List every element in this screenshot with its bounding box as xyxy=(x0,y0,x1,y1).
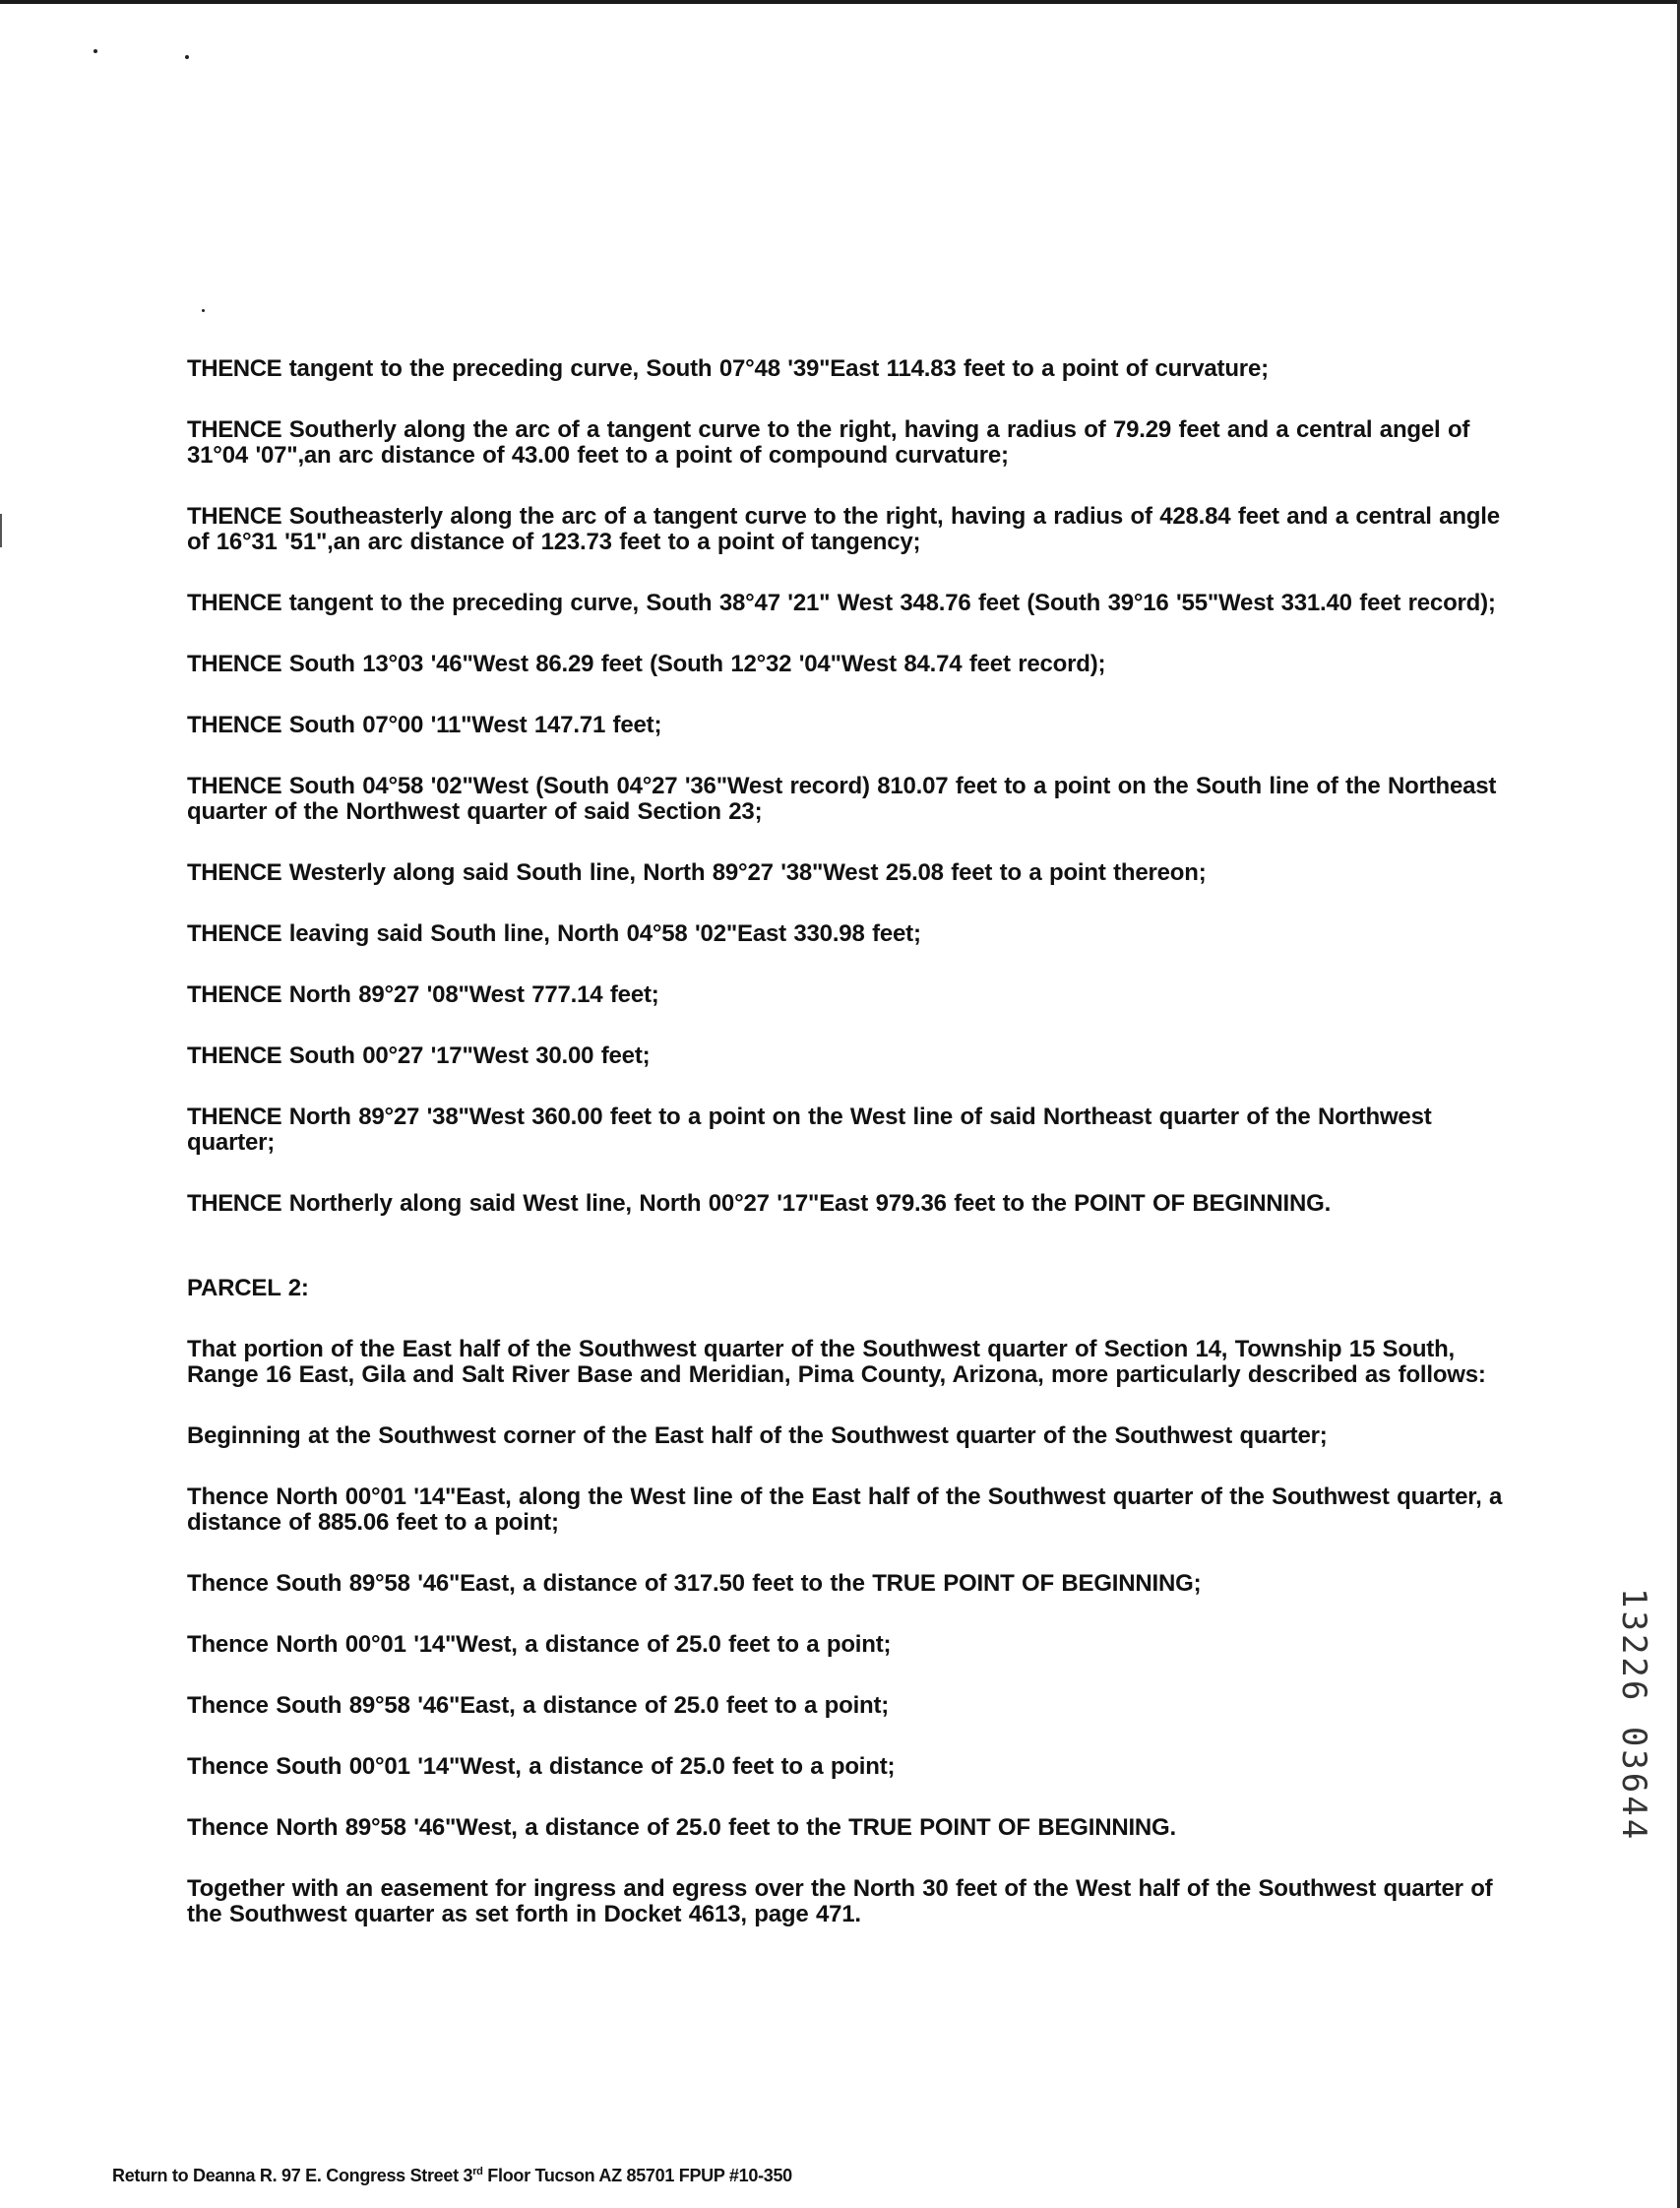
course-paragraph xyxy=(187,982,1506,1008)
footer-return-address xyxy=(112,2166,792,2186)
paragraph-lead: THENCE xyxy=(187,859,282,886)
parcel-paragraph: Thence South 89°58 '46"East, a distance of 25.0 feet to a point; xyxy=(187,1692,890,1719)
paragraph-text: leaving said South line, North 04°58 '02"East 330.98 feet; xyxy=(288,920,921,947)
paragraph-text: tangent to the preceding curve, South 38°47 '21" West 348.76 feet (South 39°16 '55"West 331.40 feet record); xyxy=(288,590,1496,616)
footer-text: Return to Deanna R. 97 E. Congress Street 3 xyxy=(112,2166,473,2185)
course-paragraph xyxy=(187,774,1506,825)
scan-border-top xyxy=(0,0,1680,4)
parcel-paragraph: Thence South 89°58 '46"East, a distance of 317.50 feet to the TRUE POINT OF BEGINNING; xyxy=(187,1570,1202,1597)
paragraph-text: North 89°27 '38"West 360.00 feet to a point on the West line of said Northeast quarter of the Northwest quarter; xyxy=(187,1104,1432,1156)
document-body xyxy=(187,356,1506,1927)
parcel-paragraph: Thence North 89°58 '46"West, a distance of 25.0 feet to the TRUE POINT OF BEGINNING. xyxy=(187,1814,1176,1841)
parcel-paragraph: Thence North 00°01 '14"East, along the West line of the East half of the Southwest quarter of the Southwest quarter, a distance of 885.06 feet to a point; xyxy=(187,1483,1503,1536)
scan-speck xyxy=(93,49,97,53)
paragraph-lead: THENCE xyxy=(187,1190,282,1217)
parcel-paragraph: Beginning at the Southwest corner of the East half of the Southwest quarter of the Southwest quarter; xyxy=(187,1422,1328,1449)
paragraph-lead: THENCE xyxy=(187,1042,282,1069)
course-paragraph xyxy=(187,417,1506,469)
course-paragraph xyxy=(187,591,1506,616)
paragraph-lead: THENCE xyxy=(187,773,282,799)
parcel-paragraph: Together with an easement for ingress and egress over the North 30 feet of the West half of the Southwest quarter of the Southwest quarter as set forth in Docket 4613, page 471. xyxy=(187,1875,1493,1927)
paragraph-lead: THENCE xyxy=(187,712,282,738)
paragraph-lead: THENCE xyxy=(187,651,282,677)
paragraph-text: South 00°27 '17"West 30.00 feet; xyxy=(288,1042,651,1069)
docket-stamp-number: 13226 03644 xyxy=(1614,1587,1653,1843)
footer-superscript: rd xyxy=(472,2166,483,2177)
course-paragraph xyxy=(187,652,1506,677)
course-paragraph xyxy=(187,1104,1506,1156)
paragraph-text: South 07°00 '11"West 147.71 feet; xyxy=(288,712,662,738)
scan-speck xyxy=(185,55,189,59)
paragraph-text: Southerly along the arc of a tangent curve to the right, having a radius of 79.29 feet and a central angel of 31°04 '07",an arc distance of 43.00 feet to a point of compound curvature; xyxy=(187,416,1470,469)
course-paragraph xyxy=(187,1043,1506,1069)
scan-speck xyxy=(202,309,205,312)
paragraph-lead: THENCE xyxy=(187,416,282,443)
paragraph-text: Westerly along said South line, North 89°27 '38"West 25.08 feet to a point thereon; xyxy=(288,859,1207,886)
course-paragraph xyxy=(187,356,1506,382)
parcel-heading: PARCEL 2: xyxy=(187,1275,309,1301)
parcel-paragraph: That portion of the East half of the Southwest quarter of the Southwest quarter of Section 14, Township 15 South, Range 16 East, Gila and Salt River Base and Meridian, Pima County, Arizona, more particularly described as follows: xyxy=(187,1336,1486,1388)
scan-margin-mark xyxy=(0,514,2,547)
footer-text-end: Floor Tucson AZ 85701 FPUP #10-350 xyxy=(482,2166,792,2185)
paragraph-lead: THENCE xyxy=(187,920,282,947)
course-paragraph xyxy=(187,713,1506,738)
parcel-paragraph: Thence South 00°01 '14"West, a distance of 25.0 feet to a point; xyxy=(187,1753,896,1780)
parcel-paragraph: Thence North 00°01 '14"West, a distance of 25.0 feet to a point; xyxy=(187,1631,892,1658)
paragraph-lead: THENCE xyxy=(187,355,282,382)
course-paragraph xyxy=(187,860,1506,886)
paragraph-text: South 13°03 '46"West 86.29 feet (South 12°32 '04"West 84.74 feet record); xyxy=(288,651,1106,677)
paragraph-text: Northerly along said West line, North 00°27 '17"East 979.36 feet to the POINT OF BEGINNING. xyxy=(288,1190,1332,1217)
paragraph-text: Southeasterly along the arc of a tangent curve to the right, having a radius of 428.84 feet and a central angle of 16°31 '51",an arc distance of 123.73 feet to a point of tangency; xyxy=(187,503,1500,555)
paragraph-lead: THENCE xyxy=(187,1104,282,1130)
course-paragraph xyxy=(187,921,1506,947)
paragraph-lead: THENCE xyxy=(187,590,282,616)
paragraph-lead: THENCE xyxy=(187,503,282,530)
paragraph-text: South 04°58 '02"West (South 04°27 '36"West record) 810.07 feet to a point on the South line of the Northeast quarter of the Northwest quarter of said Section 23; xyxy=(187,773,1497,825)
course-paragraph xyxy=(187,504,1506,555)
paragraph-lead: THENCE xyxy=(187,981,282,1008)
course-paragraph xyxy=(187,1191,1506,1217)
paragraph-text: North 89°27 '08"West 777.14 feet; xyxy=(288,981,659,1008)
paragraph-text: tangent to the preceding curve, South 07°48 '39"East 114.83 feet to a point of curvature; xyxy=(288,355,1269,382)
